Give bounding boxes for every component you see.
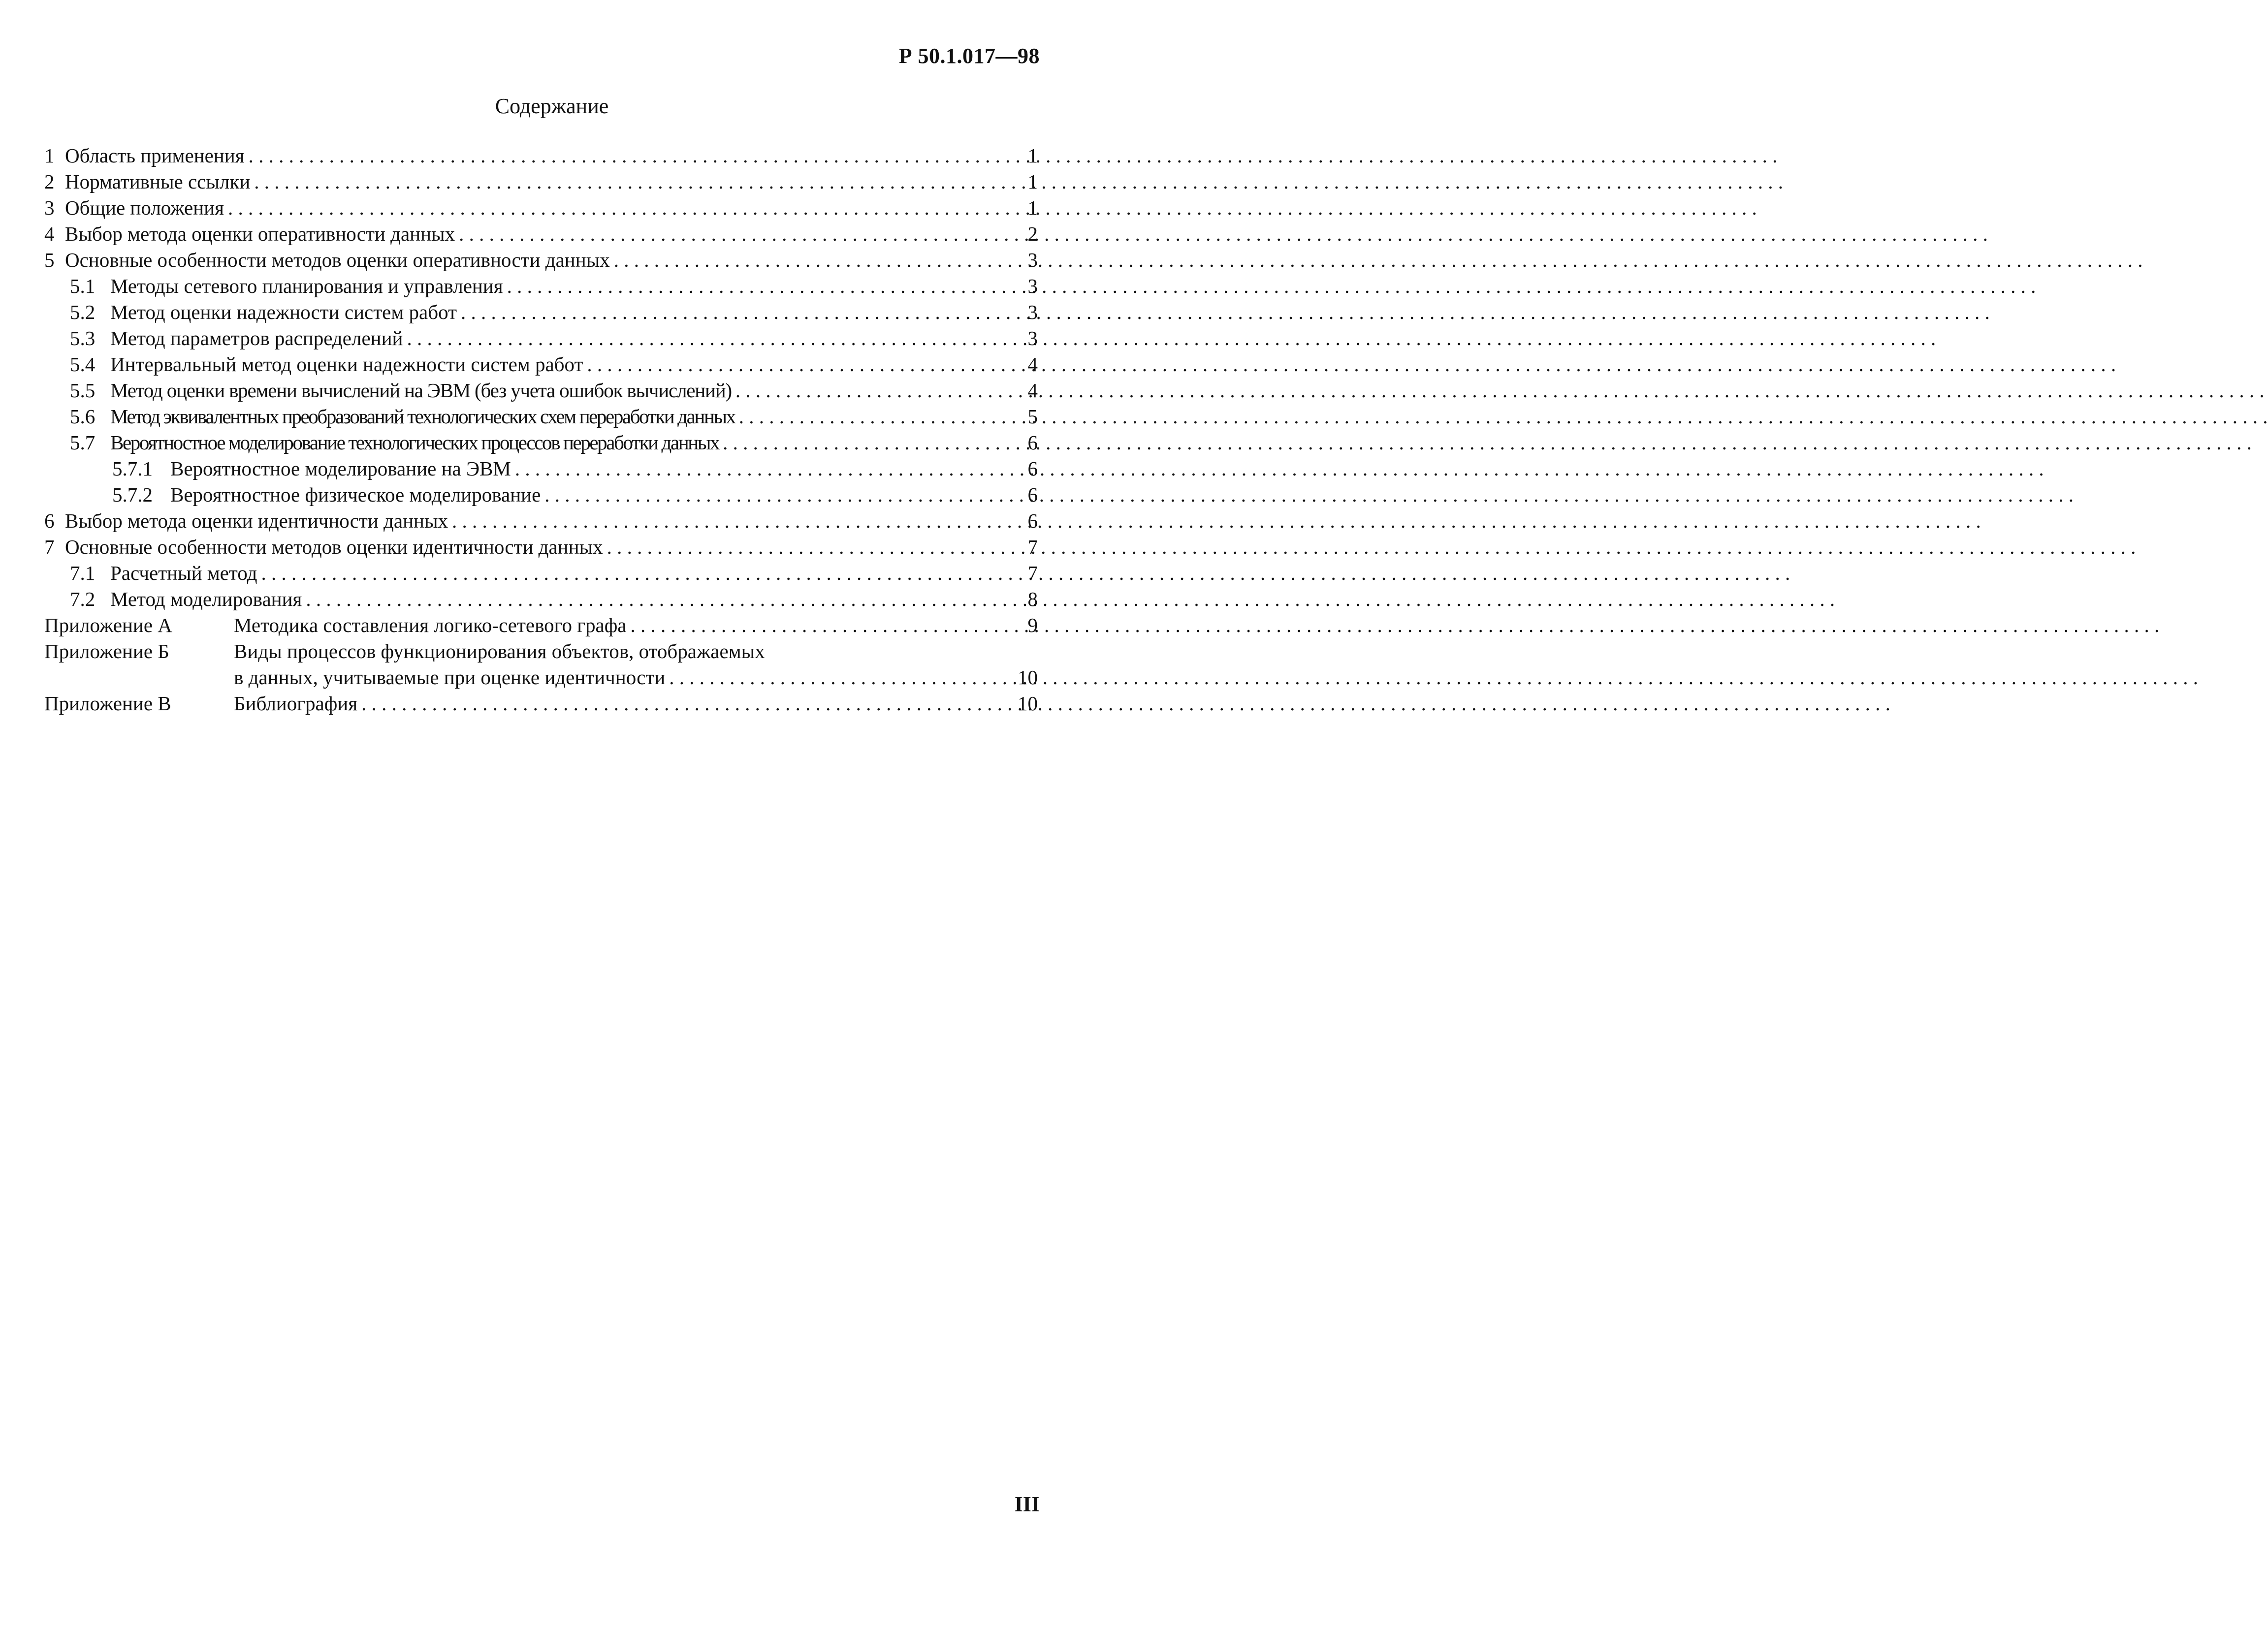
toc-entry-5-7-1[interactable] — [44, 456, 1038, 482]
toc-entry-number: 5.3 — [70, 327, 96, 349]
dot-leader — [544, 482, 1010, 508]
toc-entry-number: 7 — [44, 536, 55, 558]
toc-entry-title: Методы сетевого планирования и управления — [110, 275, 503, 297]
toc-entry-title: Интервальный метод оценки надежности систем работ — [110, 353, 583, 376]
toc-entry-page: 1 — [1027, 170, 1038, 193]
toc-appendix-v[interactable] — [44, 691, 1038, 717]
toc-entry-number: 6 — [44, 509, 55, 532]
toc-entry-title: Вероятностное физическое моделирование — [170, 483, 541, 506]
toc-entry-number: 5.6 — [70, 405, 96, 428]
dot-leader — [739, 404, 1010, 430]
toc-entry-title: Выбор метода оценки оперативности данных — [65, 222, 455, 245]
dot-leader — [407, 325, 1010, 351]
toc-entry-5-6[interactable] — [44, 404, 1038, 430]
dot-leader — [452, 508, 1010, 534]
appendix-title-line2: в данных, учитываемые при оценке идентичности — [234, 666, 666, 689]
dot-leader — [669, 664, 1010, 691]
toc-entry-title: Общие положения — [65, 196, 224, 219]
toc-entry-5-1[interactable] — [44, 273, 1038, 299]
toc-appendix-b-continued[interactable] — [44, 664, 1038, 691]
toc-entry-page: 10 — [1018, 666, 1038, 689]
dot-leader — [735, 378, 1010, 404]
toc-entry-title: Метод оценки времени вычислений на ЭВМ (без учета ошибок вычислений) — [110, 379, 732, 402]
toc-entry-number: 7.1 — [70, 562, 96, 584]
toc-entry-number: 5.7 — [70, 431, 96, 454]
toc-entry-7-2[interactable] — [44, 586, 1038, 612]
toc-entry-page: 1 — [1027, 196, 1038, 219]
toc-entry-5-7[interactable] — [44, 430, 1038, 456]
toc-entry-number: 7.2 — [70, 588, 96, 610]
toc-entry-page: 3 — [1027, 249, 1038, 271]
toc-entry-5-5[interactable] — [44, 378, 1038, 404]
toc-entry-3[interactable] — [44, 195, 1038, 221]
toc-entry-page: 2 — [1027, 222, 1038, 245]
toc-entry-page: 3 — [1027, 327, 1038, 349]
toc-entry-page: 1 — [1027, 144, 1038, 167]
toc-entry-7-1[interactable] — [44, 560, 1038, 586]
toc-entry-number: 5.7.2 — [112, 483, 153, 506]
dot-leader — [515, 456, 1010, 482]
toc-entry-number: 5.2 — [70, 301, 96, 323]
toc-entry-page: 9 — [1027, 614, 1038, 636]
toc-entry-page: 7 — [1027, 562, 1038, 584]
toc-entry-number: 5.4 — [70, 353, 96, 376]
toc-entry-7[interactable] — [44, 534, 1038, 560]
toc-entry-number: 5.7.1 — [112, 457, 153, 480]
toc-entry-number: 5.1 — [70, 275, 96, 297]
dot-leader — [723, 430, 1010, 456]
toc-entry-page: 6 — [1027, 457, 1038, 480]
dot-leader — [607, 534, 1010, 560]
toc-title: Содержание — [495, 94, 609, 118]
page-number: III — [1014, 1492, 1040, 1516]
toc-entry-number: 3 — [44, 196, 55, 219]
toc-entry-page: 3 — [1027, 301, 1038, 323]
toc-entry-title: Метод оценки надежности систем работ — [110, 301, 457, 323]
toc-entry-5-2[interactable] — [44, 299, 1038, 325]
dot-leader — [630, 612, 1010, 638]
toc-entry-page: 5 — [1027, 405, 1038, 428]
toc-entry-title: Основные особенности методов оценки оперативности данных — [65, 249, 610, 271]
dot-leader — [228, 195, 1010, 221]
toc-entry-title: Вероятностное моделирование технологических процессов переработки данных — [110, 431, 719, 454]
toc-entry-4[interactable] — [44, 221, 1038, 247]
toc-entry-number: 2 — [44, 170, 55, 193]
toc-entry-5-3[interactable] — [44, 325, 1038, 351]
toc-entry-title: Вероятностное моделирование на ЭВМ — [170, 457, 511, 480]
appendix-label: Приложение В — [44, 692, 171, 715]
toc-entry-number: 5 — [44, 249, 55, 271]
appendix-title-line1: Виды процессов функционирования объектов, отображаемых — [234, 640, 765, 663]
document-code: Р 50.1.017—98 — [898, 44, 1040, 68]
toc-entry-page: 4 — [1027, 379, 1038, 402]
toc-entry-number: 5.5 — [70, 379, 96, 402]
dot-leader — [461, 299, 1010, 325]
toc-entry-6[interactable] — [44, 508, 1038, 534]
toc-entry-title: Метод параметров распределений — [110, 327, 403, 349]
toc-entry-page: 7 — [1027, 536, 1038, 558]
toc-entry-page: 8 — [1027, 588, 1038, 610]
toc-entry-page: 6 — [1027, 483, 1038, 506]
dot-leader — [254, 169, 1010, 195]
dot-leader — [249, 143, 1010, 169]
dot-leader — [587, 351, 1010, 378]
toc-entry-1[interactable] — [44, 143, 1038, 169]
toc-entry-page: 4 — [1027, 353, 1038, 376]
toc-entry-2[interactable] — [44, 169, 1038, 195]
table-of-contents — [44, 143, 1038, 717]
appendix-label: Приложение А — [44, 614, 172, 636]
toc-entry-title: Нормативные ссылки — [65, 170, 251, 193]
toc-entry-number: 1 — [44, 144, 55, 167]
toc-entry-page: 6 — [1027, 431, 1038, 454]
dot-leader — [614, 247, 1010, 273]
toc-entry-page: 3 — [1027, 275, 1038, 297]
toc-entry-title: Основные особенности методов оценки идентичности данных — [65, 536, 603, 558]
toc-entry-5[interactable] — [44, 247, 1038, 273]
toc-entry-5-4[interactable] — [44, 351, 1038, 378]
appendix-label: Приложение Б — [44, 640, 169, 663]
dot-leader — [361, 691, 1010, 717]
dot-leader — [459, 221, 1010, 247]
toc-entry-title: Выбор метода оценки идентичности данных — [65, 509, 448, 532]
toc-entry-number: 4 — [44, 222, 55, 245]
toc-entry-title: Расчетный метод — [110, 562, 257, 584]
toc-entry-page: 6 — [1027, 509, 1038, 532]
toc-entry-5-7-2[interactable] — [44, 482, 1038, 508]
toc-entry-page: 10 — [1018, 692, 1038, 715]
dot-leader — [261, 560, 1011, 586]
toc-entry-title: Метод моделирования — [110, 588, 302, 610]
appendix-title: Библиография — [234, 692, 358, 715]
toc-entry-title: Область применения — [65, 144, 245, 167]
appendix-title: Методика составления логико-сетевого графа — [234, 614, 627, 636]
toc-appendix-b[interactable] — [44, 638, 1038, 664]
dot-leader — [306, 586, 1010, 612]
dot-leader — [507, 273, 1010, 299]
toc-appendix-a[interactable] — [44, 612, 1038, 638]
toc-entry-title: Метод эквивалентных преобразований технологических схем переработки данных — [110, 405, 735, 428]
